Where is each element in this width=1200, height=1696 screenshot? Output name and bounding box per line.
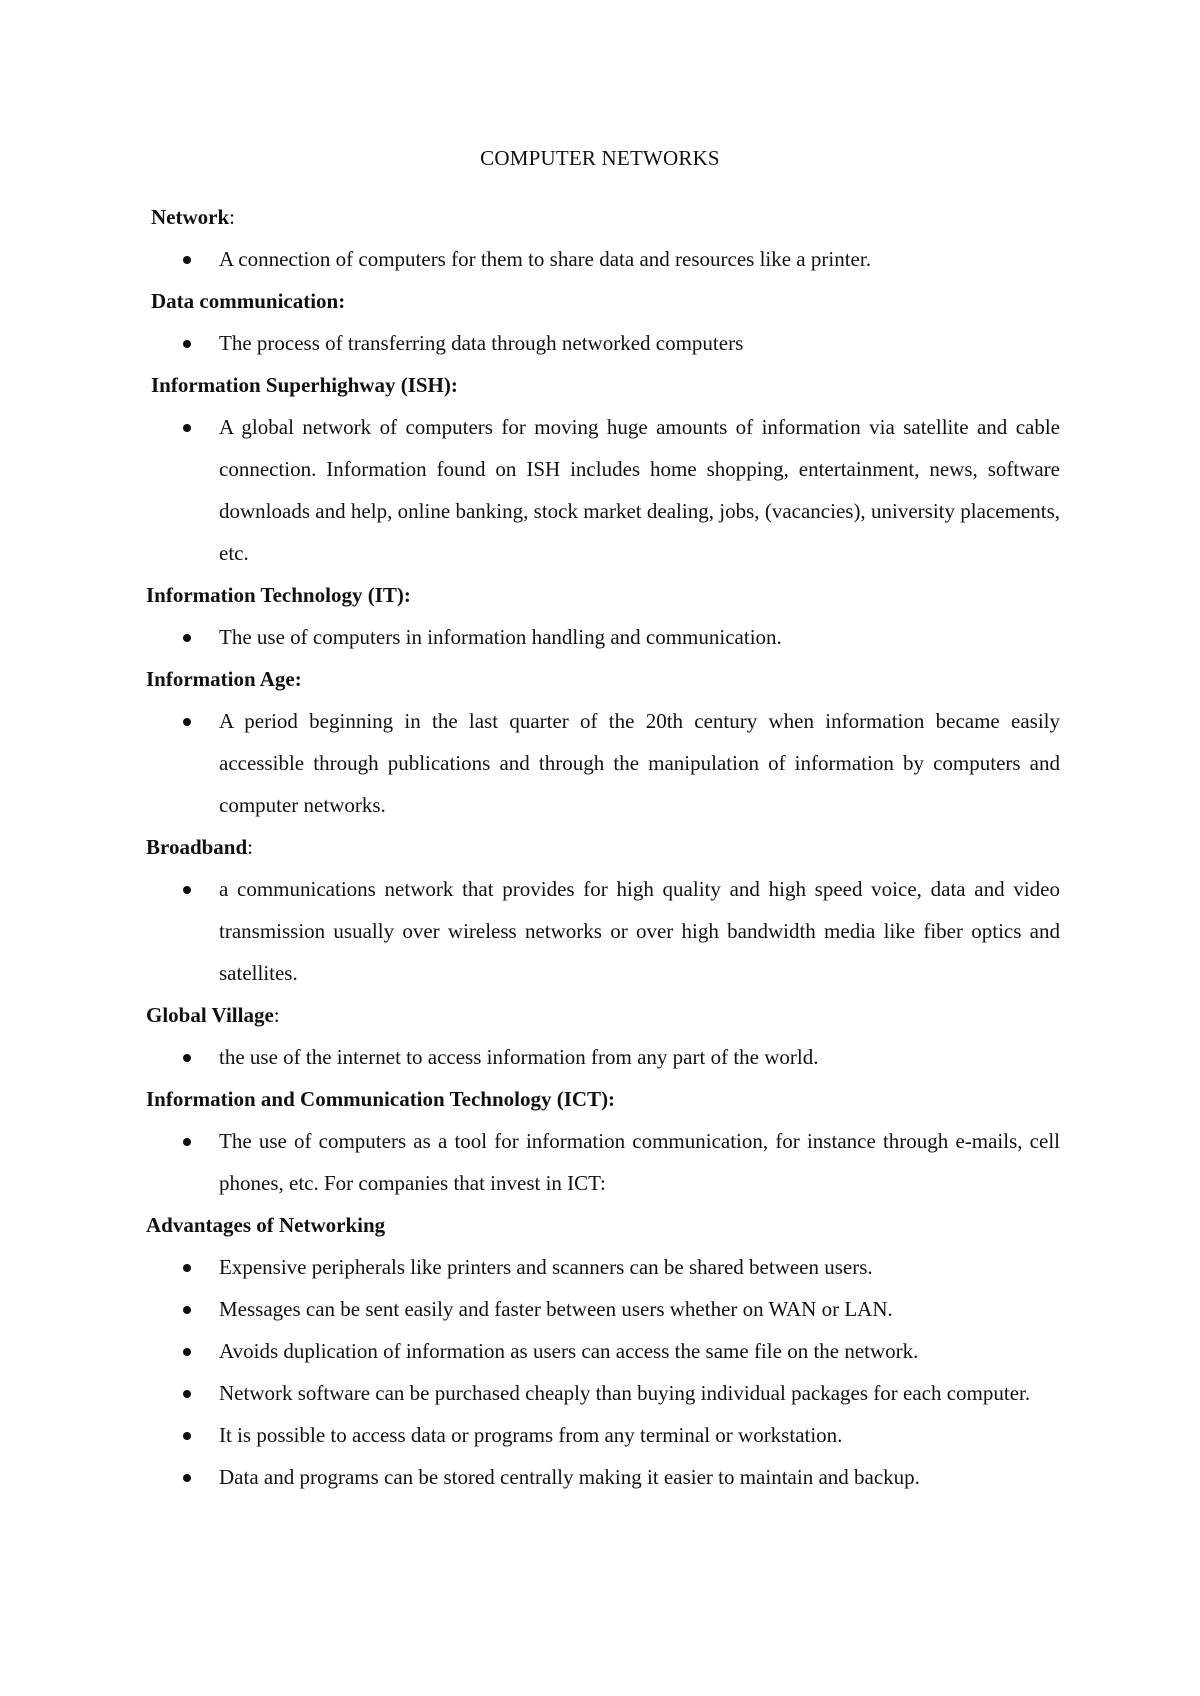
bullet-list-global-village	[146, 1036, 1060, 1078]
bullet-list-information-age	[146, 700, 1060, 826]
list-item	[146, 322, 1060, 364]
heading-text: Broadband	[146, 835, 248, 859]
section-heading-data-communication	[151, 280, 1060, 322]
list-item	[146, 1330, 1060, 1372]
heading-colon: :	[229, 205, 235, 229]
bullet-icon	[183, 1474, 191, 1482]
document-title: COMPUTER NETWORKS	[480, 146, 720, 170]
bullet-icon	[183, 1138, 191, 1146]
list-item	[146, 700, 1060, 826]
list-item-text: The process of transferring data through networked computers	[219, 331, 744, 355]
list-item	[146, 1456, 1060, 1498]
document-body	[146, 196, 1060, 1498]
list-item-text: A period beginning in the last quarter of the 20th century when information became easily accessible through publications and through the manipulation of information by computers and computer networks.	[219, 709, 1060, 817]
list-item	[146, 1288, 1060, 1330]
section-heading-global-village	[146, 994, 1060, 1036]
list-item-text: Expensive peripherals like printers and scanners can be shared between users.	[219, 1255, 873, 1279]
bullet-icon	[183, 1432, 191, 1440]
heading-text: Information Technology (IT):	[146, 583, 411, 607]
heading-colon: :	[247, 835, 254, 859]
bullet-list-advantages	[146, 1246, 1060, 1498]
bullet-list-network	[146, 238, 1060, 280]
bullet-icon	[183, 1306, 191, 1314]
list-item	[146, 238, 1060, 280]
heading-colon: :	[273, 1003, 280, 1027]
section-heading-ish	[151, 364, 1060, 406]
list-item	[146, 1246, 1060, 1288]
bullet-list-ish	[146, 406, 1060, 574]
list-item-text: It is possible to access data or programs from any terminal or workstation.	[219, 1423, 843, 1447]
list-item	[146, 868, 1060, 994]
bullet-list-ict	[146, 1120, 1060, 1204]
section-heading-it	[146, 574, 1060, 616]
list-item-text: A connection of computers for them to share data and resources like a printer.	[219, 247, 871, 271]
section-heading-broadband	[146, 826, 1060, 868]
heading-text: Data communication:	[151, 289, 346, 313]
heading-text: Information and Communication Technology (ICT):	[146, 1087, 616, 1111]
list-item	[146, 1036, 1060, 1078]
bullet-icon	[183, 1390, 191, 1398]
list-item	[146, 1372, 1060, 1414]
list-item	[146, 1120, 1060, 1204]
section-heading-information-age	[146, 658, 1060, 700]
list-item	[146, 1414, 1060, 1456]
heading-text: Information Superhighway (ISH):	[151, 373, 458, 397]
list-item-text: Avoids duplication of information as users can access the same file on the network.	[219, 1339, 919, 1363]
list-item-text: the use of the internet to access information from any part of the world.	[219, 1045, 819, 1069]
heading-text: Information Age:	[146, 667, 302, 691]
list-item	[146, 616, 1060, 658]
heading-text: Network	[151, 205, 230, 229]
list-item-text: Messages can be sent easily and faster between users whether on WAN or LAN.	[219, 1297, 893, 1321]
list-item-text: The use of computers as a tool for information communication, for instance through e-mails, cell phones, etc. For companies that invest in ICT:	[219, 1129, 1060, 1195]
heading-text: Global Village	[146, 1003, 274, 1027]
bullet-icon	[183, 718, 191, 726]
bullet-icon	[183, 340, 191, 348]
list-item	[146, 406, 1060, 574]
heading-text: Advantages of Networking	[146, 1213, 386, 1237]
bullet-list-data-communication	[146, 322, 1060, 364]
section-heading-network	[151, 196, 1060, 238]
section-heading-ict	[146, 1078, 1060, 1120]
bullet-icon	[183, 1348, 191, 1356]
bullet-icon	[183, 424, 191, 432]
bullet-icon	[183, 886, 191, 894]
list-item-text: The use of computers in information handling and communication.	[219, 625, 782, 649]
bullet-list-broadband	[146, 868, 1060, 994]
bullet-icon	[183, 256, 191, 264]
list-item-text: a communications network that provides for high quality and high speed voice, data and video transmission usually over wireless networks or over high bandwidth media like fiber optics and satellites.	[219, 877, 1060, 985]
bullet-icon	[183, 1054, 191, 1062]
bullet-icon	[183, 1264, 191, 1272]
list-item-text: Network software can be purchased cheaply than buying individual packages for each computer.	[219, 1381, 1031, 1405]
bullet-icon	[183, 634, 191, 642]
section-heading-advantages	[146, 1204, 1060, 1246]
list-item-text: Data and programs can be stored centrally making it easier to maintain and backup.	[219, 1465, 920, 1489]
bullet-list-it	[146, 616, 1060, 658]
list-item-text: A global network of computers for moving huge amounts of information via satellite and cable connection. Information found on ISH includes home shopping, entertainment, news, software downloads and help, online banking, stock market dealing, jobs, (vacancies), university placements, etc.	[219, 415, 1060, 565]
